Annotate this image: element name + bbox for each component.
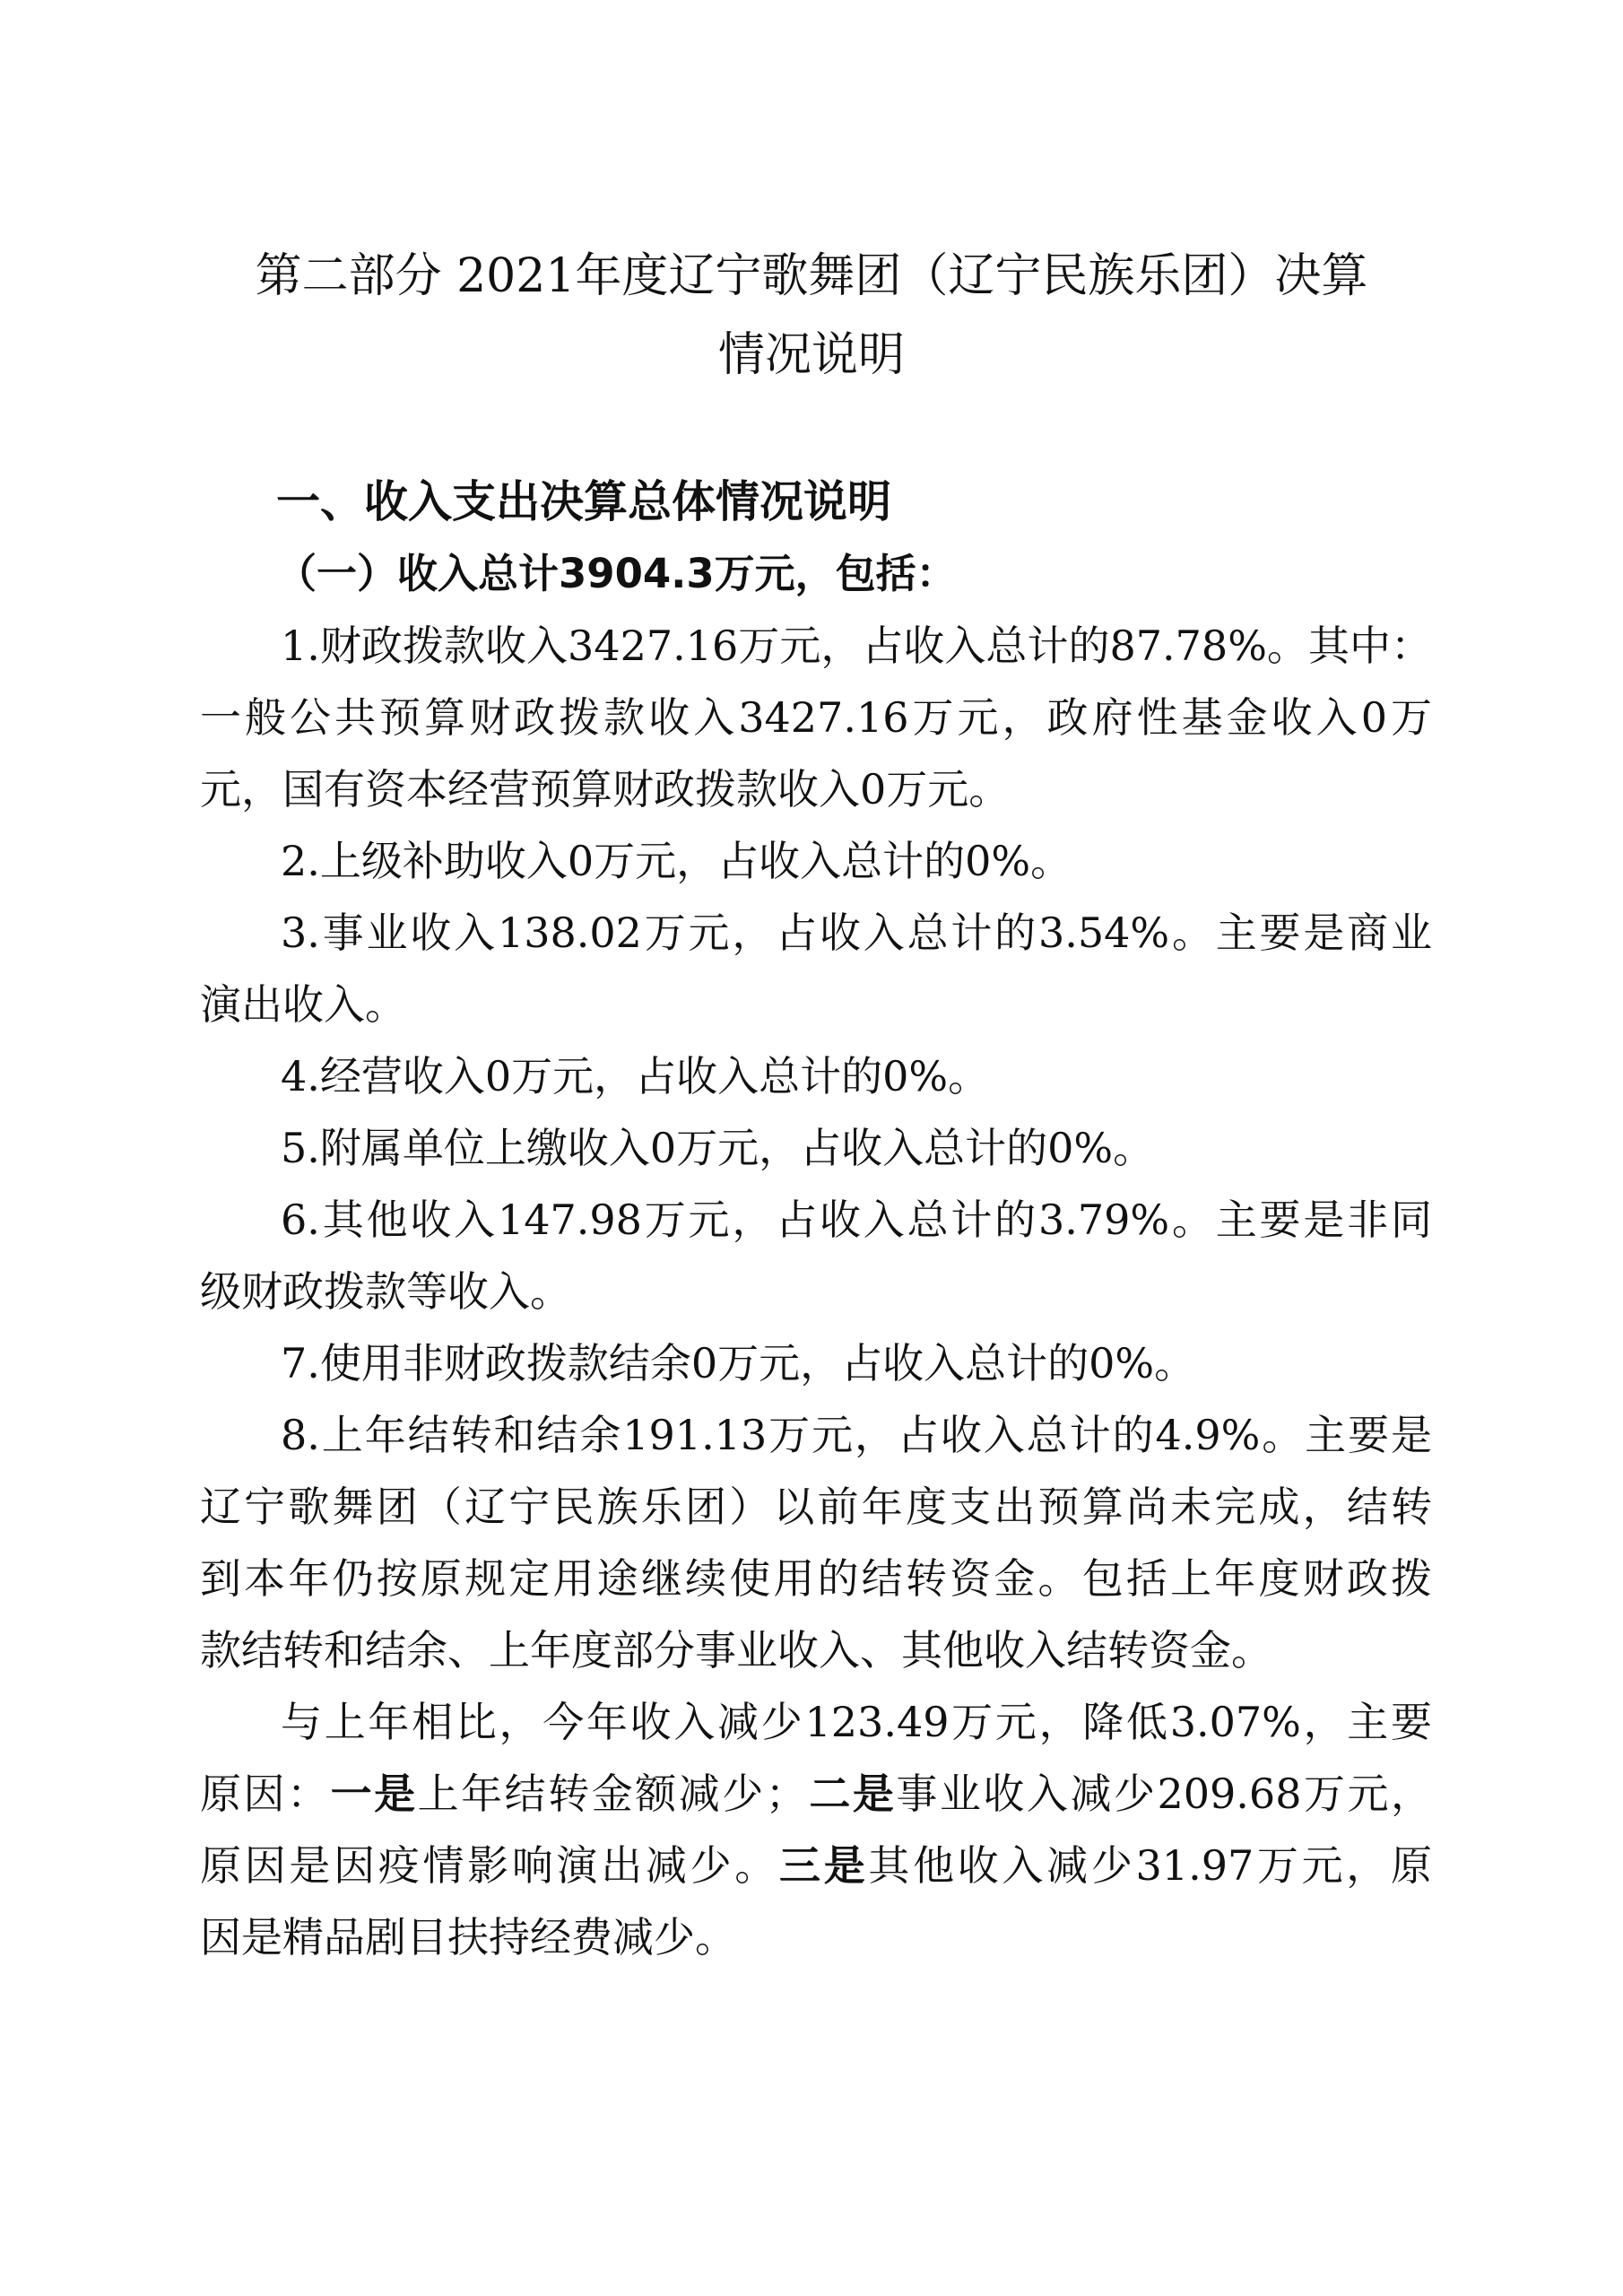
page-title-line-2: 情况说明 [717,328,905,382]
text-segment: 事业收入减少209.68万元， [896,1770,1433,1818]
text-segment: 原因： [200,1770,331,1818]
section-heading: 一、收入支出决算总体情况说明 [276,476,892,527]
paragraph-line: 4.经营收入0万元，占收入总计的0%。 [281,1052,990,1100]
paragraph-line: 一般公共预算财政拨款收入3427.16万元，政府性基金收入0万 [200,693,1432,742]
paragraph-line: 7.使用非财政拨款结余0万元，占收入总计的0%。 [281,1339,1196,1387]
emphasis-text: 一是 [330,1770,418,1818]
page-title-line-1: 第二部分 2021年度辽宁歌舞团（辽宁民族乐团）决算 [255,249,1368,303]
paragraph-line: 2.上级补助收入0万元，占收入总计的0%。 [281,837,1072,885]
emphasis-text: 三是 [779,1841,869,1890]
paragraph-line: 8.上年结转和结余191.13万元，占收入总计的4.9%。主要是 [281,1411,1432,1459]
paragraph-line: 5.附属单位上缴收入0万元，占收入总计的0%。 [281,1124,1155,1172]
text-segment: 其他收入减少31.97万元，原 [868,1841,1432,1890]
subsection-heading: （一）收入总计3904.3万元，包括： [276,550,957,597]
paragraph-line: 1.财政拨款收入3427.16万元，占收入总计的87.78%。其中： [281,622,1432,670]
paragraph-line: 演出收入。 [200,980,406,1029]
paragraph-line: 辽宁歌舞团（辽宁民族乐团）以前年度支出预算尚未完成，结转 [200,1483,1432,1531]
paragraph-line: 到本年仍按原规定用途继续使用的结转资金。包括上年度财政拨 [200,1554,1432,1603]
paragraph-line [200,1830,1432,1901]
paragraph-line: 与上年相比，今年收入减少123.49万元，降低3.07%，主要 [281,1698,1432,1746]
paragraph-line: 款结转和结余、上年度部分事业收入、其他收入结转资金。 [200,1626,1272,1674]
paragraph-line: 级财政拨款等收入。 [200,1267,571,1316]
emphasis-text: 二是 [806,1770,897,1818]
text-segment: 原因是因疫情影响演出减少。 [200,1841,779,1890]
paragraph-line [200,1758,1432,1830]
paragraph-line: 元，国有资本经营预算财政拨款收入0万元。 [200,765,1011,813]
text-segment: 上年结转金额减少； [417,1770,807,1818]
paragraph-line: 因是精品剧目扶持经费减少。 [200,1913,736,1961]
paragraph-line: 6.其他收入147.98万元，占收入总计的3.79%。主要是非同 [281,1196,1432,1244]
paragraph-line: 3.事业收入138.02万元，占收入总计的3.54%。主要是商业 [281,909,1432,957]
